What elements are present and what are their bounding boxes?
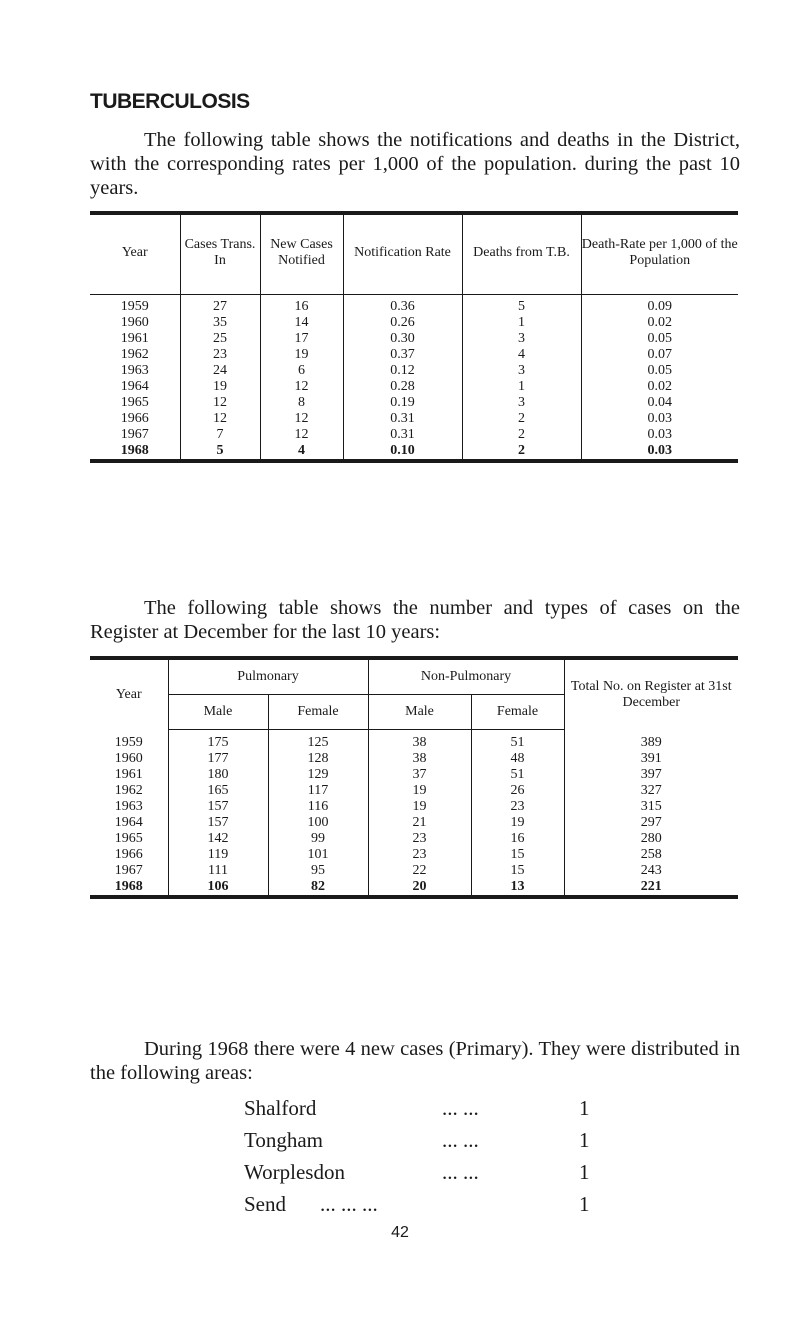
- table-cell: 2: [462, 427, 581, 443]
- table-cell: 19: [368, 783, 471, 799]
- table-cell: 15: [471, 863, 564, 879]
- table2-header-nonpulmonary-female: Female: [471, 695, 564, 730]
- table-cell: 177: [168, 751, 268, 767]
- table-row: [90, 347, 738, 363]
- area-row: [244, 1124, 594, 1156]
- intro-paragraph-primary-cases: During 1968 there were 4 new cases (Primary). They were distributed in the following areas:: [90, 1038, 740, 1084]
- table-cell: 21: [368, 815, 471, 831]
- table-row: [90, 395, 738, 411]
- table-row: [90, 815, 738, 831]
- table-cell: 0.02: [581, 315, 738, 331]
- table-cell: 5: [180, 443, 260, 461]
- table-cell: 14: [260, 315, 343, 331]
- table-cell: 125: [268, 730, 368, 752]
- table-cell: 129: [268, 767, 368, 783]
- page-number: 42: [391, 1224, 409, 1241]
- table-cell: 1963: [120, 363, 149, 378]
- table-cell: 16: [471, 831, 564, 847]
- table-cell: 391: [564, 751, 738, 767]
- table2-header-pulmonary-male: Male: [168, 695, 268, 730]
- table-cell: 12: [260, 411, 343, 427]
- table-cell: 1968: [120, 443, 149, 458]
- table-cell: 180: [168, 767, 268, 783]
- table-cell: 3: [462, 395, 581, 411]
- table1-header-notification-rate: Notification Rate: [343, 213, 462, 295]
- table-cell: 0.36: [343, 295, 462, 316]
- table-row: [90, 295, 738, 316]
- area-count: 1: [579, 1128, 590, 1152]
- table-cell: 0.26: [343, 315, 462, 331]
- table-cell: 22: [368, 863, 471, 879]
- table2-header-year: Year: [115, 686, 142, 702]
- table-cell: 117: [268, 783, 368, 799]
- register-cases-table: [90, 656, 738, 899]
- table-cell: 38: [368, 751, 471, 767]
- table-row: [90, 879, 738, 897]
- area-leader-dots: ... ...: [442, 1096, 479, 1120]
- table-cell: 19: [260, 347, 343, 363]
- table-cell: 20: [368, 879, 471, 897]
- table-cell: 0.03: [581, 427, 738, 443]
- table-row: [90, 427, 738, 443]
- table2-header-non-pulmonary: Non-Pulmonary: [368, 658, 564, 695]
- area-name: Worplesdon: [244, 1160, 345, 1184]
- area-count: 1: [579, 1096, 590, 1120]
- table-cell: 100: [268, 815, 368, 831]
- table-cell: 315: [564, 799, 738, 815]
- table-row: [90, 730, 738, 752]
- table-cell: 258: [564, 847, 738, 863]
- notifications-deaths-table: [90, 211, 738, 463]
- table-cell: 35: [180, 315, 260, 331]
- table-cell: 1962: [120, 347, 149, 362]
- area-leader-dots: ... ... ...: [320, 1192, 378, 1216]
- table-row: [90, 315, 738, 331]
- table-cell: 389: [564, 730, 738, 752]
- table-row: [90, 443, 738, 461]
- table-cell: 101: [268, 847, 368, 863]
- table-cell: 2: [462, 443, 581, 461]
- area-row: [244, 1092, 594, 1124]
- table2-header-total: Total No. on Register at 31st December: [564, 658, 738, 730]
- table-cell: 116: [268, 799, 368, 815]
- table-cell: 0.03: [581, 411, 738, 427]
- table-cell: 0.37: [343, 347, 462, 363]
- table-cell: 12: [260, 379, 343, 395]
- areas-list: [244, 1092, 594, 1220]
- table-cell: 0.31: [343, 427, 462, 443]
- table-cell: 0.02: [581, 379, 738, 395]
- table-cell: 1960: [120, 315, 149, 330]
- table1-header-new-cases: New Cases Notified: [260, 213, 343, 295]
- table-cell: 23: [368, 847, 471, 863]
- table-cell: 327: [564, 783, 738, 799]
- table-cell: 280: [564, 831, 738, 847]
- area-count: 1: [579, 1192, 590, 1216]
- intro-paragraph-register: The following table shows the number and types of cases on the Register at December for the last 10 years:: [90, 597, 740, 643]
- table-cell: 221: [564, 879, 738, 897]
- table-cell: 165: [168, 783, 268, 799]
- area-leader-dots: ... ...: [442, 1160, 479, 1184]
- table-cell: 38: [368, 730, 471, 752]
- table2-header-pulmonary-female: Female: [268, 695, 368, 730]
- table-cell: 24: [180, 363, 260, 379]
- table-cell: 297: [564, 815, 738, 831]
- table1-header-cases-trans-in: Cases Trans. In: [180, 213, 260, 295]
- table-cell: 111: [168, 863, 268, 879]
- table-cell: 1962: [114, 783, 143, 798]
- table-cell: 1959: [120, 299, 149, 314]
- table-row: [90, 799, 738, 815]
- table-cell: 1960: [114, 751, 143, 766]
- table-cell: 0.05: [581, 331, 738, 347]
- table-cell: 0.12: [343, 363, 462, 379]
- table-cell: 106: [168, 879, 268, 897]
- area-name: Tongham: [244, 1128, 324, 1152]
- table-cell: 26: [471, 783, 564, 799]
- table-cell: 51: [471, 767, 564, 783]
- table-cell: 12: [260, 427, 343, 443]
- table-cell: 1966: [120, 411, 149, 426]
- table-cell: 27: [180, 295, 260, 316]
- table-cell: 3: [462, 331, 581, 347]
- table-cell: 397: [564, 767, 738, 783]
- table-row: [90, 767, 738, 783]
- table1-header-row: [90, 213, 738, 295]
- table-cell: 99: [268, 831, 368, 847]
- table-row: [90, 863, 738, 879]
- table-row: [90, 783, 738, 799]
- table-cell: 1959: [114, 734, 143, 750]
- table-cell: 12: [180, 395, 260, 411]
- table-cell: 5: [462, 295, 581, 316]
- table-row: [90, 847, 738, 863]
- area-name: Send: [244, 1192, 286, 1216]
- table2-header-pulmonary: Pulmonary: [168, 658, 368, 695]
- table-cell: 0.10: [343, 443, 462, 461]
- table-cell: 6: [260, 363, 343, 379]
- table-cell: 7: [180, 427, 260, 443]
- table-cell: 4: [260, 443, 343, 461]
- area-row: [244, 1188, 594, 1220]
- table-cell: 23: [368, 831, 471, 847]
- area-leader-dots: ... ...: [442, 1128, 479, 1152]
- intro-paragraph-notifications: The following table shows the notifications and deaths in the District, with the corresponding rates per 1,000 of the population. during the past 10 years.: [90, 129, 740, 199]
- table-cell: 128: [268, 751, 368, 767]
- table-cell: 19: [368, 799, 471, 815]
- table2-header-row-1: [90, 658, 738, 695]
- table-cell: 3: [462, 363, 581, 379]
- table-cell: 1961: [120, 331, 149, 346]
- table-cell: 0.09: [581, 295, 738, 316]
- table-row: [90, 379, 738, 395]
- table-cell: 0.19: [343, 395, 462, 411]
- table-cell: 157: [168, 815, 268, 831]
- table-cell: 95: [268, 863, 368, 879]
- table-cell: 1964: [114, 815, 143, 830]
- table-cell: 19: [471, 815, 564, 831]
- table-cell: 16: [260, 295, 343, 316]
- table-cell: 1963: [114, 799, 143, 814]
- table-cell: 1965: [120, 395, 149, 410]
- table-cell: 1966: [114, 847, 143, 862]
- table-cell: 243: [564, 863, 738, 879]
- table-cell: 1967: [114, 863, 143, 878]
- table-cell: 23: [471, 799, 564, 815]
- table-cell: 12: [180, 411, 260, 427]
- table-row: [90, 363, 738, 379]
- table-cell: 17: [260, 331, 343, 347]
- table-cell: 1961: [114, 767, 143, 782]
- table-cell: 1967: [120, 427, 149, 442]
- table-cell: 23: [180, 347, 260, 363]
- table-cell: 0.28: [343, 379, 462, 395]
- table-cell: 8: [260, 395, 343, 411]
- table-row: [90, 411, 738, 427]
- table-cell: 13: [471, 879, 564, 897]
- table-cell: 1: [462, 379, 581, 395]
- table-cell: 0.03: [581, 443, 738, 461]
- table-cell: 119: [168, 847, 268, 863]
- table-row: [90, 751, 738, 767]
- table-row: [90, 331, 738, 347]
- table-row: [90, 831, 738, 847]
- table1-header-deaths: Deaths from T.B.: [462, 213, 581, 295]
- table-cell: 25: [180, 331, 260, 347]
- area-row: [244, 1156, 594, 1188]
- table1-header-year: Year: [90, 213, 180, 295]
- table-cell: 37: [368, 767, 471, 783]
- area-name: Shalford: [244, 1096, 317, 1120]
- table-cell: 1: [462, 315, 581, 331]
- table2-header-nonpulmonary-male: Male: [368, 695, 471, 730]
- table-cell: 157: [168, 799, 268, 815]
- table-cell: 1965: [114, 831, 143, 846]
- table-cell: 1964: [120, 379, 149, 394]
- table1-header-death-rate: Death-Rate per 1,000 of the Population: [581, 213, 738, 295]
- table-cell: 0.05: [581, 363, 738, 379]
- table-cell: 19: [180, 379, 260, 395]
- table-cell: 0.04: [581, 395, 738, 411]
- table-cell: 0.30: [343, 331, 462, 347]
- page-heading: TUBERCULOSIS: [90, 90, 250, 113]
- table-cell: 0.31: [343, 411, 462, 427]
- table-cell: 0.07: [581, 347, 738, 363]
- table-cell: 2: [462, 411, 581, 427]
- table-cell: 48: [471, 751, 564, 767]
- table-cell: 175: [168, 730, 268, 752]
- table-cell: 142: [168, 831, 268, 847]
- table-cell: 51: [471, 730, 564, 752]
- table-cell: 15: [471, 847, 564, 863]
- table-cell: 1968: [114, 879, 143, 894]
- table-cell: 4: [462, 347, 581, 363]
- table-cell: 82: [268, 879, 368, 897]
- area-count: 1: [579, 1160, 590, 1184]
